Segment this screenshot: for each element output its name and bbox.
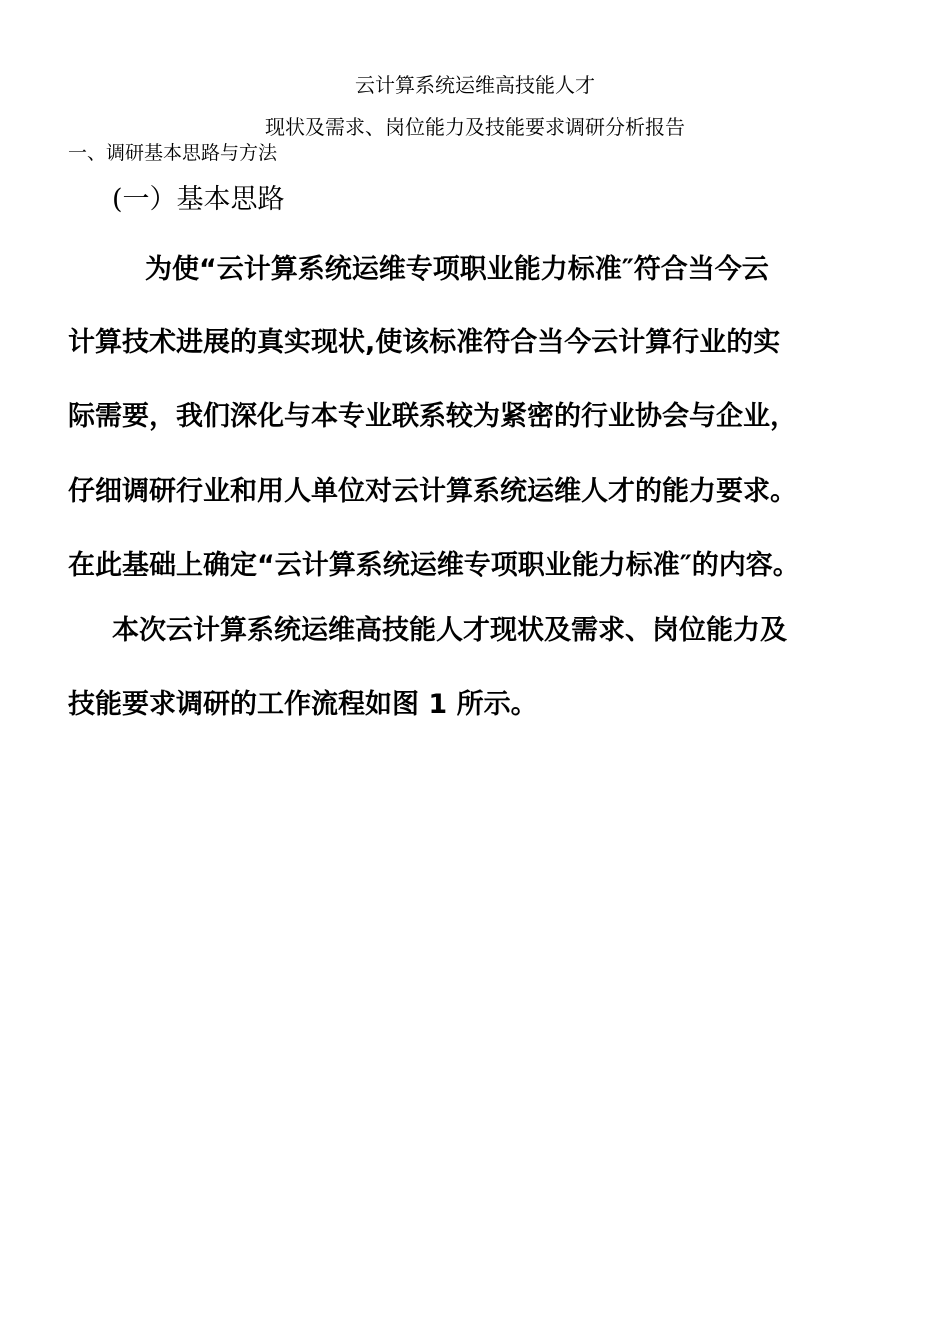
paragraph-line: 技能要求调研的工作流程如图 1 所示。 xyxy=(68,689,538,720)
document-title-line-1: 云计算系统运维高技能人才 xyxy=(355,73,595,97)
section-heading: 一、调研基本思路与方法 xyxy=(68,142,278,164)
paragraph-line: 为使“云计算系统运维专项职业能力标准″符合当今云 xyxy=(145,254,769,285)
paragraph-line: 计算技术进展的真实现状,使该标准符合当今云计算行业的实 xyxy=(68,327,781,358)
document-title-line-2: 现状及需求、岗位能力及技能要求调研分析报告 xyxy=(265,115,685,139)
paragraph-line: 仔细调研行业和用人单位对云计算系统运维人才的能力要求。 xyxy=(68,476,797,507)
paragraph-line: 际需要，我们深化与本专业联系较为紧密的行业协会与企业， xyxy=(68,401,797,432)
subsection-heading: (一）基本思路 xyxy=(112,184,285,215)
paragraph-line: 在此基础上确定“云计算系统运维专项职业能力标准″的内容。 xyxy=(68,550,800,581)
paragraph-line: 本次云计算系统运维高技能人才现状及需求、岗位能力及 xyxy=(112,615,787,646)
